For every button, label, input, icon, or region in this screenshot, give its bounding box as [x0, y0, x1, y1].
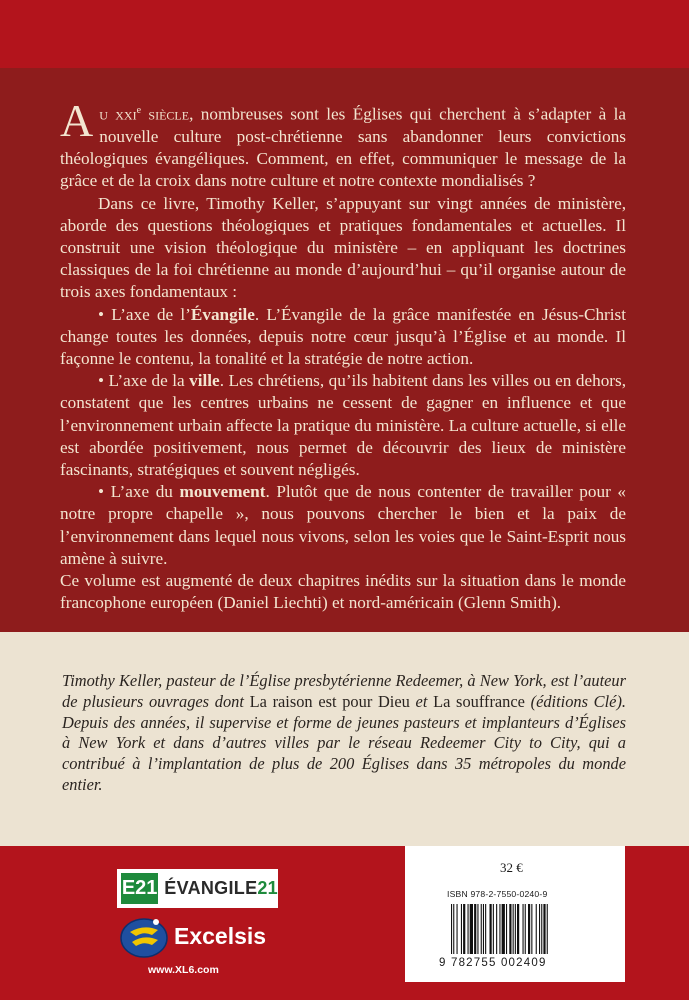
axis-city-text: . Les chrétiens, qu’ils habitent dans les villes ou en dehors, constatent que les centres urbains ne cessent de gagner en influence et que l’environnement urbain affecte la pratique du ministère. La culture actuelle, si elle est abordée positivement, nous permet de découvrir des lieux de ministère fascinants, stratégiques et souvent négligés. — [60, 371, 627, 479]
publisher-website: www.XL6.com — [148, 964, 219, 976]
price-barcode-box — [405, 846, 625, 982]
barcode-bar — [509, 904, 511, 954]
barcode-bar — [543, 904, 545, 954]
axis-movement-keyword: mouvement — [179, 482, 266, 502]
barcode-bar — [483, 904, 484, 954]
evangile-word: ÉVANGILE — [164, 878, 258, 898]
book-title-2: La souffrance — [433, 691, 525, 711]
barcode-bar — [481, 904, 482, 954]
century-word: siècle — [141, 104, 190, 124]
axis-gospel — [60, 304, 626, 371]
barcode-bar — [470, 904, 473, 954]
summary-paragraph-book: Dans ce livre, Timothy Keller, s’appuyant sur vingt années de ministère, aborde des questions théologiques et pratiques fondamentales et actuelles. Il construit une vision théologique du ministère – en appliquant les doctrines classiques de la foi chrétienne au monde d’aujourd’hui – qu’il organise autour de trois axes fondamentaux : — [60, 193, 626, 302]
e21-badge: E21 — [121, 873, 158, 904]
barcode-bar — [451, 904, 452, 954]
barcode-bar — [477, 904, 478, 954]
axis-city — [60, 370, 626, 481]
barcode-bar — [536, 904, 537, 954]
bio-part3: (éditions Clé). Depuis des années, il supervise et forme de jeunes pasteurs et implanteurs d’Églises à New York et dans d’autres villes par le réseau Redeemer City to City, qui a contribué à l’implantation de plus de 200 Églises dans 35 métropoles du monde entier. — [62, 691, 627, 794]
barcode-bar — [463, 904, 465, 954]
evangile21-logo — [117, 869, 278, 908]
author-bio — [62, 671, 626, 796]
book-summary — [60, 95, 627, 614]
barcode-bar — [517, 904, 519, 954]
excelsis-wordmark: Excelsis — [174, 922, 267, 949]
axis-movement-text: . Plutôt que de nous contenter de travailler pour « notre propre chapelle », nous pouvons chercher le bien et la paix de l’environnement dans lequel nous vivons, selon les voies que le Saint-Esprit nous amène à suivre. — [60, 482, 627, 568]
isbn: ISBN 978-2-7550-0240-9 — [447, 889, 548, 899]
evangile-number: 21 — [257, 878, 278, 898]
summary-paragraph-intro — [60, 95, 627, 193]
excelsis-globe-icon — [118, 912, 170, 960]
barcode-bar — [531, 904, 532, 954]
price: 32 € — [500, 860, 523, 875]
axis-city-prefix: • L’axe de la — [98, 371, 190, 391]
barcode-bar — [515, 904, 516, 954]
drop-cap: A — [60, 95, 94, 146]
barcode — [451, 904, 591, 954]
barcode-bar — [502, 904, 505, 954]
barcode-bar — [496, 904, 497, 954]
barcode-bar — [541, 904, 542, 954]
barcode-digits: 9 782755 002409 — [439, 957, 547, 969]
axis-movement-prefix: • L’axe du — [98, 482, 180, 502]
century-smallcaps: u xxi — [99, 104, 137, 124]
intro-text: , nombreuses sont les Églises qui cherchent à s’adapter à la nouvelle culture post-chrétienne sans abandonner leurs convictions théologiques évangéliques. Comment, en effet, communiquer le message de la grâce et de la croix dans notre culture et notre contexte mondialisés ? — [60, 104, 627, 191]
barcode-bar — [490, 904, 492, 954]
book-title-1: La raison est pour Dieu — [249, 691, 410, 711]
barcode-bar — [506, 904, 507, 954]
top-red-band — [0, 0, 689, 68]
barcode-bar — [493, 904, 494, 954]
barcode-bar — [499, 904, 500, 954]
barcode-bar — [468, 904, 469, 954]
barcode-bar — [528, 904, 530, 954]
bio-part2: et — [409, 691, 434, 711]
axis-gospel-keyword: Évangile — [190, 304, 255, 324]
barcode-bar — [547, 904, 548, 954]
barcode-bar — [485, 904, 486, 954]
barcode-bar — [453, 904, 454, 954]
axis-gospel-prefix: • L’axe de l’ — [98, 304, 191, 324]
barcode-bar — [523, 904, 524, 954]
barcode-bar — [457, 904, 458, 954]
axis-gospel-text: . L’Évangile de la grâce manifestée en Jésus-Christ change toutes les données, depuis notre cœur jusqu’à l’Église et au monde. Il façonne le contenu, la tonalité et la stratégie de notre action. — [60, 304, 626, 368]
barcode-bar — [461, 904, 462, 954]
barcode-bar — [525, 904, 526, 954]
axis-movement — [60, 481, 626, 570]
bio-part1: Timothy Keller, pasteur de l’Église presbytérienne Redeemer, à New York, est l’auteur de plusieurs ouvrages dont — [62, 671, 626, 711]
barcode-bar — [513, 904, 514, 954]
barcode-bar — [539, 904, 540, 954]
axis-city-keyword: ville — [189, 371, 220, 391]
summary-paragraph-volume: Ce volume est augmenté de deux chapitres inédits sur la situation dans le monde francophone européen (Daniel Liechti) et nord-américain (Glenn Smith). — [60, 571, 626, 613]
barcode-bar — [474, 904, 476, 954]
century-superscript: e — [136, 105, 142, 116]
excelsis-logo — [118, 912, 288, 960]
evangile21-wordmark — [164, 878, 278, 899]
